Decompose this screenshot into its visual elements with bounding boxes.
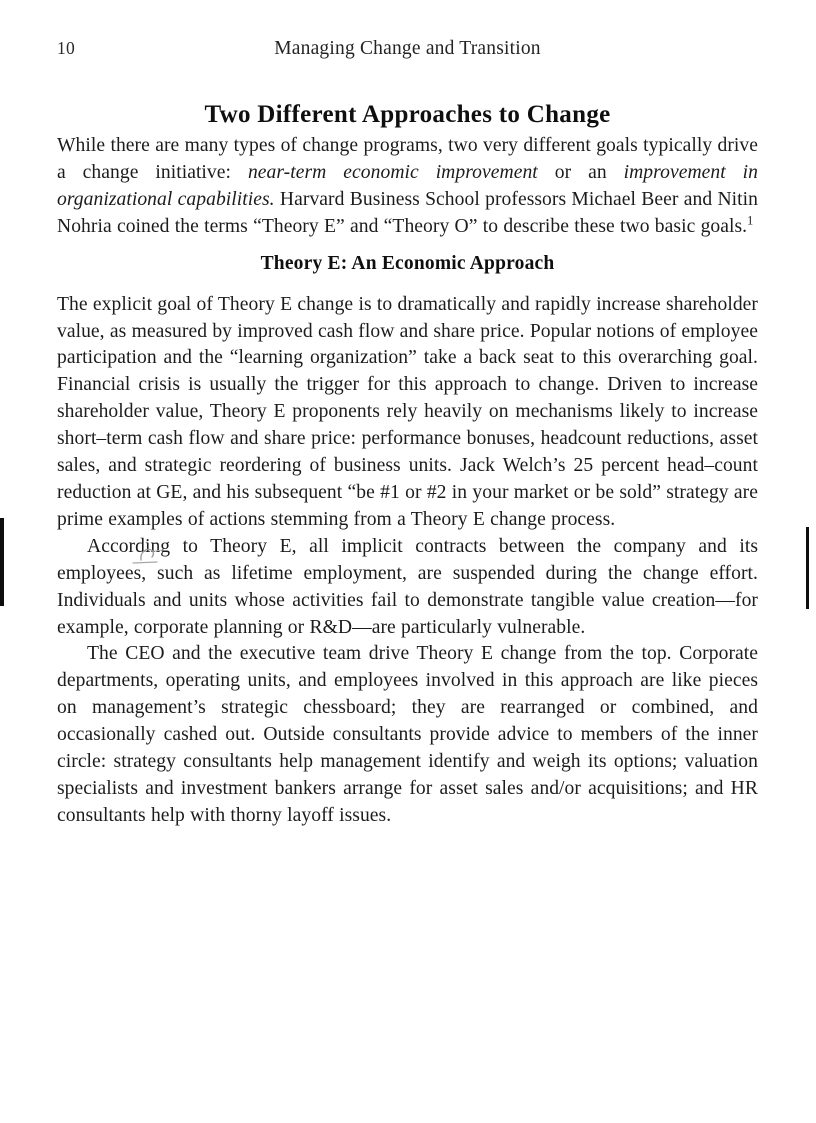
running-head-title: Managing Change and Transition [274, 38, 541, 59]
running-head [57, 38, 758, 64]
italic-phrase-near-term-economic-improvement: near-term economic improvement [247, 161, 538, 183]
paragraph-intro-text-2: or an [537, 161, 624, 183]
body-text-column [57, 133, 758, 830]
page-title: Two Different Approaches to Change [204, 100, 611, 128]
paragraph-intro-text-3: Harvard Business School professors Michael Beer and Nitin Nohria coined the terms “Theory E” and “Theory O” to describe these two basic goals. [57, 188, 758, 237]
paragraph-intro-text-1: While there are many types of change programs, two very different goals typically drive a change initiative: [57, 135, 758, 183]
page-number: 10 [57, 38, 75, 58]
section-heading: Theory E: An Economic Approach [260, 252, 555, 274]
paragraph-theory-e-goal: The explicit goal of Theory E change is to dramatically and rapidly increase shareholder value, as measured by improved cash flow and share price. Popular notions of employee participation and the “learning organization” take a back seat to this overarching goal. Financial crisis is usually the trigger for this approach to change. Driven to increase shareholder value, Theory E proponents rely heavily on mechanisms likely to increase short–term cash flow and share price: performance bonuses, headcount reductions, asset sales, and strategic reordering of business units. Jack Welch’s 25 percent head–count reduction at GE, and his subsequent “be #1 or #2 in your market or be sold” strategy are prime examples of actions stemming from a Theory E change process. [57, 293, 758, 530]
paragraph-intro [57, 133, 758, 241]
footnote-marker: 1 [747, 213, 754, 228]
left-scan-edge-artifact [0, 518, 4, 606]
paragraph-implicit-contracts: According to Theory E, all implicit contracts between the company and its employees, such as lifetime employment, are suspended during the change effort. Individuals and units whose activities fail to demonstrate tangible value creation—for example, corporate planning or R&D—are particularly vulnerable. [57, 535, 758, 638]
right-scan-edge-artifact [806, 527, 809, 609]
paragraph-ceo-executive-team: The CEO and the executive team drive Theory E change from the top. Corporate departments, operating units, and employees involved in this approach are like pieces on management’s strategic chessboard; they are rearranged or combined, and occasionally cashed out. Outside consultants provide advice to members of the inner circle: strategy consultants help management identify and weigh its options; valuation specialists and investment bankers arrange for asset sales and/or acquisitions; and HR consultants help with thorny layoff issues. [57, 643, 758, 826]
italic-phrase-improvement-in-organizational-capabilities: improvement in organizational capabilities. [57, 161, 758, 210]
